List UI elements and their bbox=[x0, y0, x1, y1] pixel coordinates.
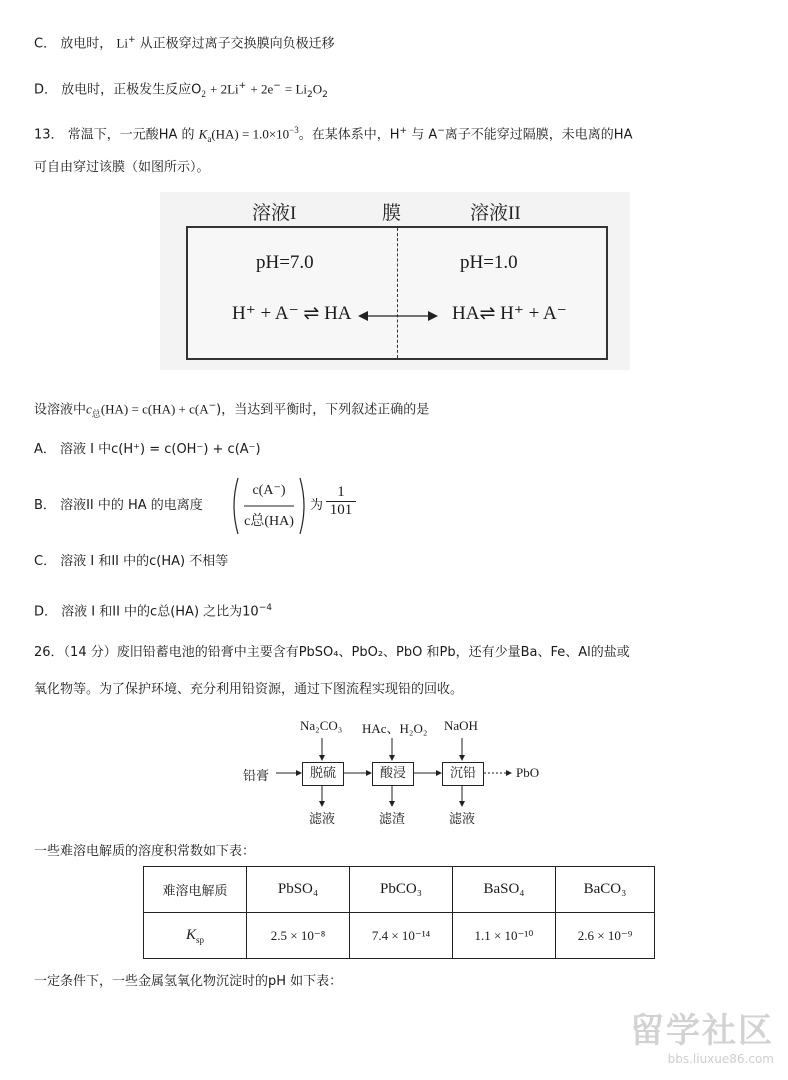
membrane-title: 膜 bbox=[382, 203, 402, 224]
q13-option-d: D． 溶液 I 和II 中的c总(HA) 之比为$10^{-4}$ bbox=[34, 603, 272, 620]
table-cell: 7.4 × 10⁻¹⁴ bbox=[350, 913, 453, 959]
table-header-cell: 难溶电解质 bbox=[144, 867, 247, 913]
flow-output-2: 滤渣 bbox=[379, 812, 406, 827]
table-header-cell: BaCO₃ bbox=[556, 867, 655, 913]
left-ph: pH=7.0 bbox=[256, 252, 314, 273]
q13-premise: 设溶液中$c_总(HA) = c(HA) + c(A^-)$，当达到平衡时，下列叙述正确的是 bbox=[34, 401, 430, 420]
flow-reagent-1: Na₂CO₃ bbox=[300, 718, 343, 733]
table-header-cell: BaSO₄ bbox=[453, 867, 556, 913]
table-cell: 2.6 × 10⁻⁹ bbox=[556, 913, 655, 959]
fraction-numerator: c(A⁻) bbox=[252, 483, 286, 498]
membrane-divider bbox=[397, 228, 398, 358]
fraction-denominator: c总(HA) bbox=[244, 514, 294, 529]
flow-output-1: 滤液 bbox=[309, 812, 336, 827]
watermark-brand: 留学社区 bbox=[630, 1011, 774, 1051]
membrane-figure bbox=[160, 192, 630, 370]
right-ph: pH=1.0 bbox=[460, 252, 518, 273]
ksp-table bbox=[143, 866, 655, 959]
table-header-cell: PbCO₃ bbox=[350, 867, 453, 913]
flow-step-precipitate: 沉铅 bbox=[442, 762, 484, 786]
answer-fraction bbox=[326, 484, 356, 519]
membrane-box bbox=[186, 226, 608, 360]
flow-end: PbO bbox=[516, 765, 540, 780]
answer-denominator: 101 bbox=[326, 501, 356, 519]
right-equilibrium: HA⇌ H⁺ + A⁻ bbox=[452, 303, 567, 324]
table-header-row bbox=[144, 867, 655, 913]
watermark-url: bbs.liuxue86.com bbox=[667, 1052, 774, 1066]
ph-table-intro: 一定条件下，一些金属氢氧化物沉淀时的pH 如下表： bbox=[34, 974, 343, 989]
table-cell: 2.5 × 10⁻⁸ bbox=[247, 913, 350, 959]
q13-option-c: C． 溶液 I 和II 中的c(HA) 不相等 bbox=[34, 554, 229, 569]
table-row bbox=[144, 913, 655, 959]
flow-step-acid-leach: 酸浸 bbox=[372, 762, 414, 786]
q13-option-b: B． 溶液II 中的 HA 的电离度 bbox=[34, 498, 203, 513]
table-intro: 一些难溶电解质的溶度积常数如下表： bbox=[34, 844, 256, 859]
q12-option-d: D． 放电时，正极发生反应$O_2 + 2Li^+ + 2e^- = Li_2O_2$ bbox=[34, 81, 328, 100]
q26-stem-line1: 26．（14 分）废旧铅蓄电池的铅膏中主要含有PbSO₄、PbO₂、PbO 和Pb，还有少量Ba、Fe、Al的盐或 bbox=[34, 645, 630, 660]
double-arrow-icon bbox=[358, 308, 438, 324]
flow-start: 铅膏 bbox=[243, 769, 270, 784]
q26-stem-line2: 氧化物等。为了保护环境、充分利用铅资源，通过下图流程实现铅的回收。 bbox=[34, 682, 464, 697]
left-equilibrium: H⁺ + A⁻ ⇌ HA bbox=[232, 303, 352, 324]
left-solution-title: 溶液I bbox=[252, 203, 297, 224]
q13-stem-line1: 13． 常温下，一元酸HA 的 $K_a(HA) = 1.0\times 10^{-3}$。在某体系中，H+ 与 A−离子不能穿过隔膜，未电离的HA bbox=[34, 125, 633, 144]
q12-option-c: C． 放电时， Li+ 从正极穿过离子交换膜向负极迁移 bbox=[34, 35, 335, 52]
right-solution-title: 溶液II bbox=[470, 203, 521, 224]
flow-reagent-3: NaOH bbox=[444, 718, 478, 733]
flow-reagent-2: HAc、H₂O₂ bbox=[362, 721, 428, 736]
flow-output-3: 滤液 bbox=[449, 812, 476, 827]
q13-option-b-tail: 为 bbox=[310, 498, 324, 513]
ionization-degree-fraction bbox=[230, 476, 308, 536]
table-cell: 1.1 × 10⁻¹⁰ bbox=[453, 913, 556, 959]
q13-option-a: A． 溶液 I 中c(H⁺) = c(OH⁻) + c(A⁻) bbox=[34, 442, 261, 457]
table-header-cell: PbSO₄ bbox=[247, 867, 350, 913]
flow-step-desulfurize: 脱硫 bbox=[302, 762, 344, 786]
table-row-label: $K_{sp}$ bbox=[144, 913, 247, 959]
watermark bbox=[630, 1003, 774, 1066]
answer-numerator: 1 bbox=[337, 484, 345, 500]
q13-stem-line2: 可自由穿过该膜（如图所示）。 bbox=[34, 160, 210, 175]
